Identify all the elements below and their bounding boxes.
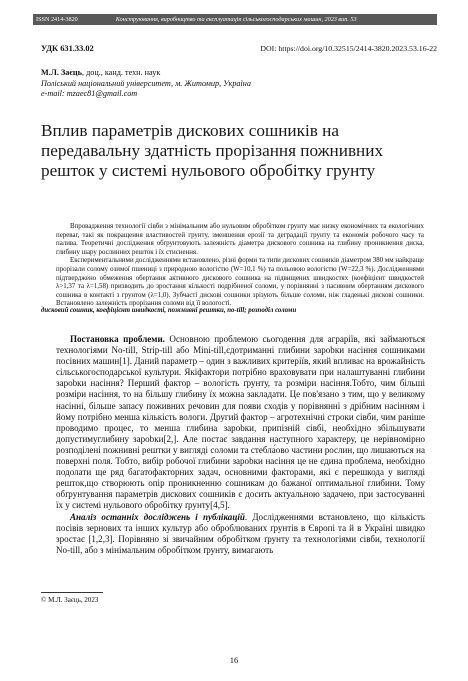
copyright-footnote: © М.Л. Заєць, 2023 <box>41 596 99 604</box>
body-paragraph <box>56 334 425 512</box>
journal-title: Конструювання, виробництво та експлуатація сільськогосподарських машин, 2023 вип. 53 <box>115 16 357 23</box>
keywords: дисковий сошник, коефіцієнт швидкості, пожнивні рештки, no-till; розподіл соломи <box>41 307 297 314</box>
section-heading: Аналіз останніх досліджень і публікацій <box>70 511 245 522</box>
body-paragraph <box>56 512 425 556</box>
doi-link[interactable]: DOI: https://doi.org/10.32515/2414-3820.2023.53.16-22 <box>260 44 437 53</box>
footnote-divider <box>41 592 103 593</box>
paragraph-text: Основною проблемою сьогодення для аграріїв, які займаються технологіями No-till, Strip-till або Mini-till,єдотриманні глибини зароbки насіння сошниками посівних машин[1]. Даний параметр – один з важливих критеріїв, який впливає на врожайність сільськогосподарської культури. Якіфактори потрібно враховувати при налаштуванні глибини зароbки насіння? Перший фактор – вологість ґрунту, та розміри насіння.Тобто, чим більші розміри насіння, то на більшу глибину їх можна закладати. Це пов'язано з тим, що у великому насінні, більше запасу поживних речовин для появи сходів у порівнянні з дрібним насінням і йому потрібно менша кількість вологи. Другий фактор – агротехнічні строки сівби, чим раніше проводимо процес, то менша глибина зароbки, припізній сівбі, необхідно збільшувати допустимуглибину зароbки[2,]. Але постає завдання наступного характеру, це нерівномірно розподілені пожнивні рештки у вигляді соломи та стебла́ово частини рослин, що лишаються на поверхні поля. Тобто, вибір робочої глибини зароbки насіння це не єдина проблема, необхідно подолати ще ряд багатофакторних задач, основними факторами, які є перешкода у вигляді решток,що створюють опір проникненню сошникам до бажаної оптимальної глибини. Тому обґрунтування параметрів дискових сошників є досить актуальною задачею, при застосуванні їх у системі нульового обробітку ґрунту[4,5]. <box>56 334 425 511</box>
author-email[interactable]: e-mail: mzaec81@gmail.com <box>41 89 138 98</box>
paragraph-text: . Дослідженнями встановлено, що кількість посівів зернових та інших культур або оброблюваних ґрунтів в Європі та й в Україні швидко зростає [1,2,3]. Порівняно зі звичайним обробітком ґрунту та технологіями сівби, технології No-till, або з мінімальним обробітком ґрунту, вимагають <box>56 511 425 555</box>
abstract-paragraph: Експериментальними дослідженнями встановлено, різні форми та типи дискових сошників діаметром 380 мм найкраще прорізали солому озимої пшениці з природною вологістю (W=10,1 %) та польовою вологістю (W=22,3 %). Дослідженнями підтверджено обмеження обертання активного дискового сошника на підвищених швидкостях (коефіцієнт швидкостей λ>1,37 та λ=1,58) призводить до зростання кількості подрібненої соломи, у порівнянні з пасивним обертанням дискового сошника в контакті з грунтом (λ=1,0). Зубчасті дискові сошники зрізують більше соломи, ніж гладенькі дискові сошники. Встановлено залежність прорізання соломи від її вологості. <box>56 257 424 308</box>
author-affiliation: Поліський національний університет, м. Житомир, Україна <box>41 78 251 88</box>
section-heading: Постановка проблеми. <box>70 334 165 344</box>
udk-code: УДК 631.33.02 <box>41 44 94 53</box>
article-title: Вплив параметрів дискових сошників на передавальну здатність прорізання пожнивних решток у системі нульового обробітку грунту <box>41 121 384 180</box>
article-meta-row <box>41 44 437 53</box>
author-block <box>41 68 251 100</box>
article-body <box>56 334 425 556</box>
abstract-paragraph: Впровадження технології сівби з мінімальним або нульовим обробітком грунту має низку економічних та екологічних переваг, такі як покращення властивостей грунту, зменшення ерозії та деградації грунту та економія робочого часу та палива. Теоретичні дослідження обґрунтовують залежність діаметра дискового сошника на глибину проникнення диска, глибину шару рослинних решток і їх стиснення. <box>56 223 424 256</box>
author-name: М.Л. Заєць <box>41 68 82 77</box>
issn-label: ISSN 2414-3820 <box>36 16 78 23</box>
author-line <box>41 68 251 79</box>
running-header <box>33 14 437 25</box>
page-number: 16 <box>229 655 239 665</box>
author-degree: , доц., канд. техн. наук <box>81 68 161 77</box>
abstract <box>56 223 424 309</box>
